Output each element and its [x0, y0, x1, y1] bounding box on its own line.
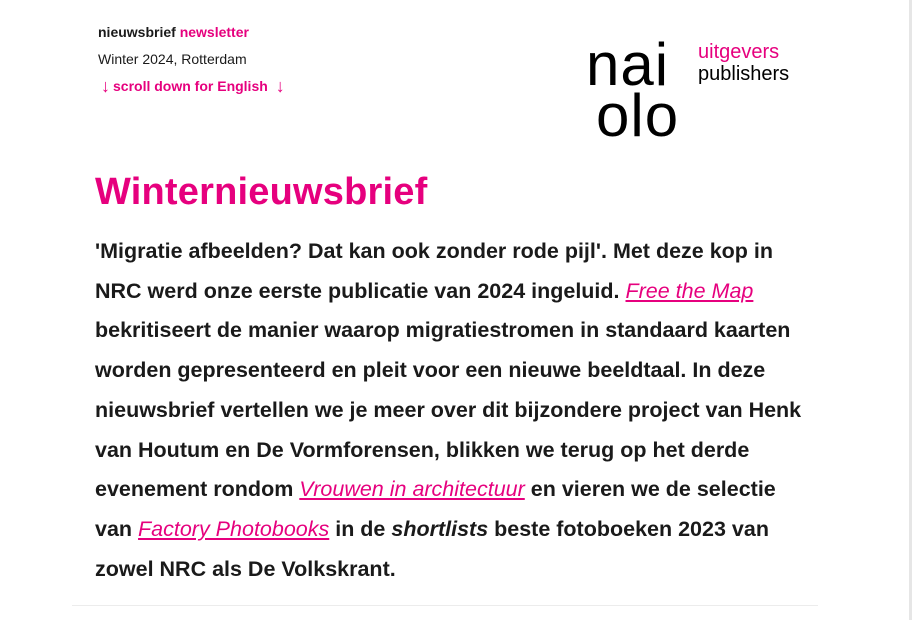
logo-label-publishers: publishers — [698, 63, 790, 85]
intro-text-3: en vieren we de selectie van — [95, 477, 776, 541]
free-the-map-link[interactable]: Free the Map — [625, 278, 754, 303]
intro-text-1: 'Migratie afbeelden? Dat kan ook zonder rode pijl'. Met deze kop in NRC werd onze eerste publicatie van 2024 ingeluid. — [95, 239, 774, 303]
nai010-logo[interactable] — [586, 28, 806, 140]
divider — [72, 605, 818, 606]
vrouwen-in-architectuur-link[interactable]: Vrouwen in architectuur — [299, 477, 525, 502]
intro-text-4: in de — [329, 516, 392, 541]
logo-graphic — [586, 28, 806, 140]
newsletter-label-en: newsletter — [179, 24, 249, 40]
intro-text-5: beste fotoboeken 2023 van zowel NRC als De Volkskrant. — [95, 516, 769, 581]
intro-text-italic: shortlists — [391, 516, 489, 541]
intro-text-2: bekritiseert de manier waarop migratiestromen in standaard kaarten worden gepresenteerd en pleit voor een nieuwe beeldtaal. In deze nieuwsbrief vertellen we je meer over dit bijzondere project van Henk van Houtum en De Vormforensen, blikken we terug op het derde evenement rondom — [95, 318, 802, 502]
newsletter-label-nl: nieuwsbrief — [98, 24, 176, 40]
header-info — [98, 22, 285, 97]
edition-label: Winter 2024, Rotterdam — [98, 51, 247, 67]
page-title: Winternieuwsbrief — [95, 171, 428, 213]
logo-word-top: nai — [586, 31, 670, 98]
factory-photobooks-link[interactable]: Factory Photobooks — [138, 516, 330, 541]
scroll-english-text: scroll down for English — [113, 78, 268, 94]
scroll-english-link[interactable] — [98, 75, 285, 97]
arrow-down-icon: ↓ — [101, 76, 110, 96]
arrow-down-icon: ↓ — [275, 76, 285, 96]
newsletter-label — [98, 22, 285, 42]
logo-label-uitgevers: uitgevers — [698, 41, 780, 63]
logo-word-bottom: olo — [596, 82, 680, 140]
intro-paragraph — [95, 232, 807, 589]
